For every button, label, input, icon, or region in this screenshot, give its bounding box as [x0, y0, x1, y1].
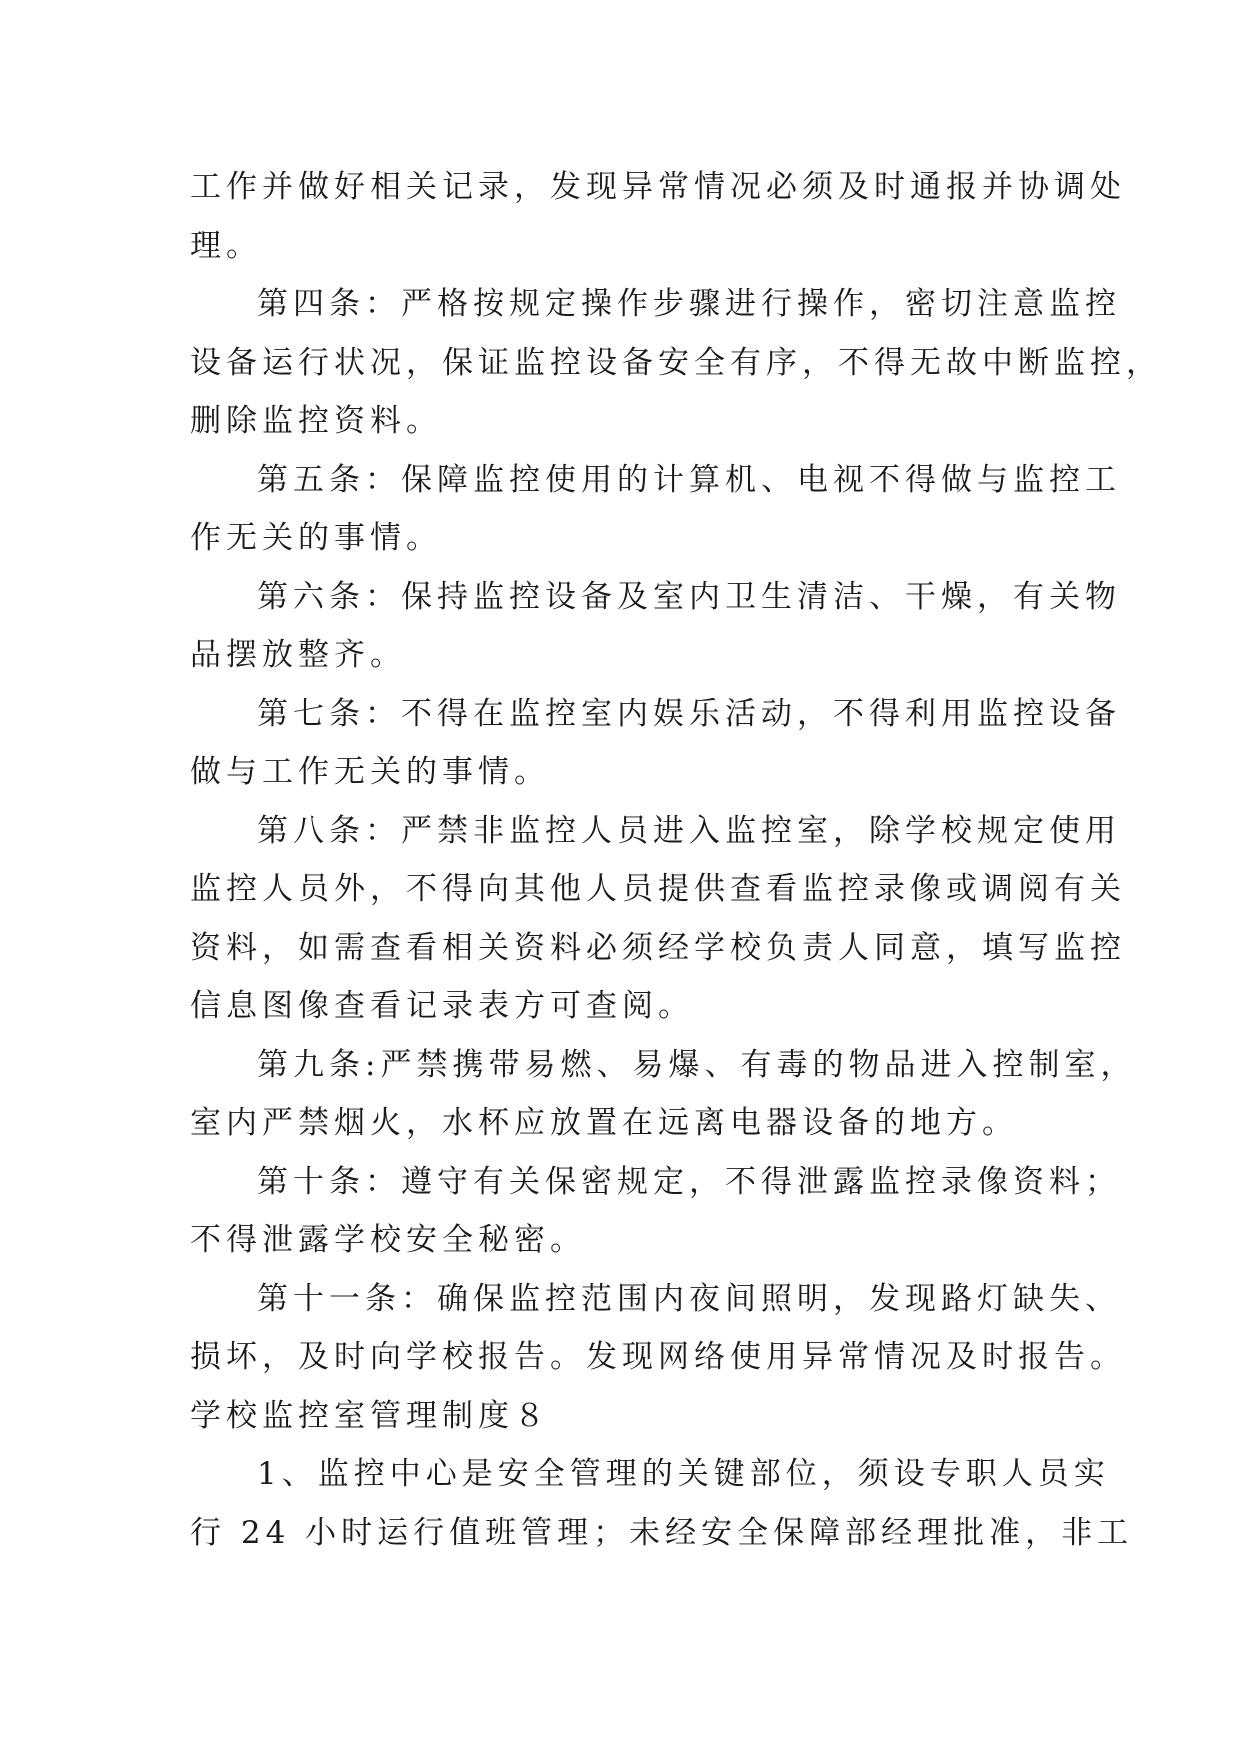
paragraph-item-1 — [190, 1445, 1134, 1562]
text-line: 第十条：遵守有关保密规定，不得泄露监控录像资料； — [257, 1163, 1121, 1200]
paragraph-article-4 — [190, 275, 1162, 451]
text-line: 损坏，及时向学校报告。发现网络使用异常情况及时报告。 — [190, 1339, 1126, 1375]
text-line: 第五条：保障监控使用的计算机、电视不得做与监控工 — [257, 461, 1121, 498]
text-line: 室内严禁烟火，水杯应放置在远离电器设备的地方。 — [190, 1105, 1018, 1141]
text-line: 行 24 小时运行值班管理；未经安全保障部经理批准，非工 — [190, 1514, 1134, 1551]
text-line: 第八条：严禁非监控人员进入监控室，除学校规定使用 — [257, 812, 1121, 849]
text-line: 工作并做好相关记录，发现异常情况必须及时通报并协调处 — [190, 169, 1126, 205]
paragraph-article-10 — [190, 1153, 1121, 1270]
text-line: 理。 — [190, 227, 262, 264]
paragraph-article-9 — [190, 1036, 1137, 1153]
paragraph-article-7 — [190, 685, 1121, 802]
text-line: 第七条：不得在监控室内娱乐活动，不得利用监控设备 — [257, 695, 1121, 732]
text-line: 资料，如需查看相关资料必须经学校负责人同意，填写监控 — [190, 929, 1126, 966]
section-heading — [190, 1387, 1070, 1446]
text-line: 第九条:严禁携带易燃、易爆、有毒的物品进入控制室， — [257, 1046, 1137, 1083]
text-line: 信息图像查看记录表方可查阅。 — [190, 988, 694, 1024]
text-line: 监控人员外，不得向其他人员提供查看监控录像或调阅有关 — [190, 871, 1126, 907]
text-line: 第四条：严格按规定操作步骤进行操作，密切注意监控 — [257, 286, 1121, 322]
text-line: 作无关的事情。 — [190, 520, 442, 556]
text-line: 第十一条：确保监控范围内夜间照明，发现路灯缺失、 — [257, 1280, 1121, 1317]
document-body — [190, 158, 1162, 1562]
text-line: 品摆放整齐。 — [190, 637, 406, 673]
text-line: 不得泄露学校安全秘密。 — [190, 1222, 586, 1258]
paragraph-article-5 — [190, 451, 1121, 568]
paragraph-article-6 — [190, 568, 1121, 685]
text-line: 1、监控中心是安全管理的关键部位，须设专职人员实 — [257, 1456, 1110, 1492]
text-line: 设备运行状况，保证监控设备安全有序，不得无故中断监控， — [190, 344, 1162, 381]
paragraph-article-11 — [190, 1270, 1126, 1387]
section-title: 学校监控室管理制度８ — [190, 1397, 550, 1434]
paragraph-article-8 — [190, 802, 1126, 1036]
text-line: 删除监控资料。 — [190, 403, 442, 439]
text-line: 第六条：保持监控设备及室内卫生清洁、干燥，有关物 — [257, 578, 1121, 615]
paragraph-continuation — [190, 158, 1126, 275]
text-line: 做与工作无关的事情。 — [190, 754, 550, 790]
